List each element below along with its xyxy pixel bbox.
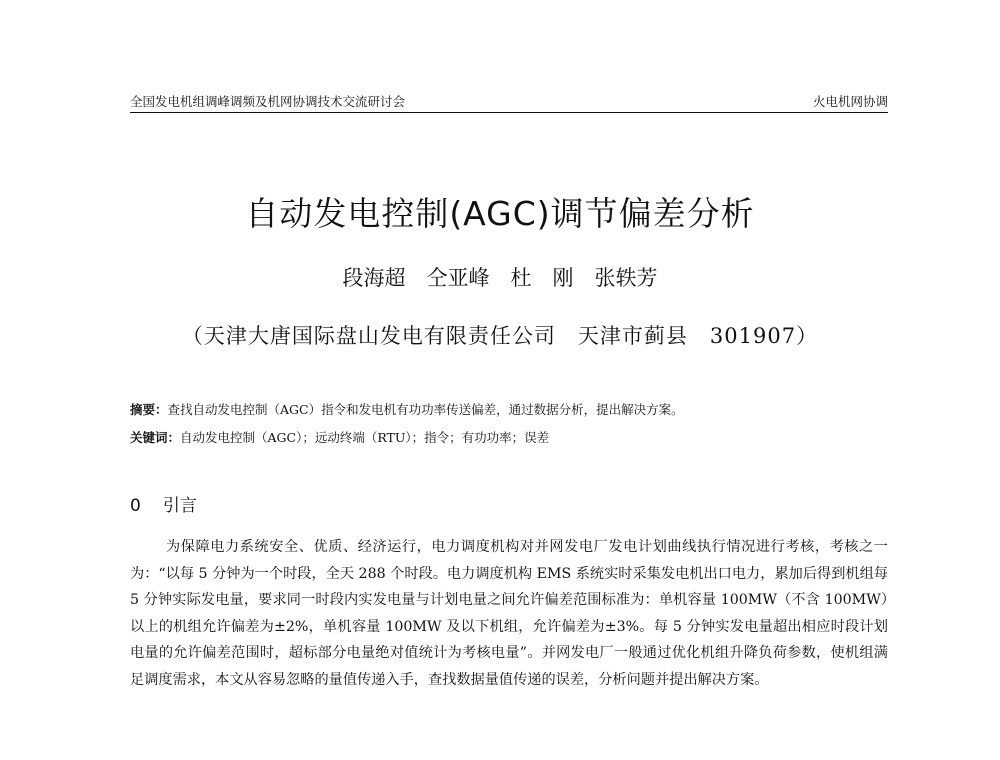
abstract-label: 摘要：: [130, 402, 168, 417]
keywords-label: 关键词：: [130, 430, 181, 445]
header-conference-name: 全国发电机组调峰调频及机网协调技术交流研讨会: [130, 94, 406, 109]
paper-title: 自动发电控制(AGC)调节偏差分析: [245, 194, 755, 233]
running-header: [130, 90, 888, 113]
abstract-text: 查找自动发电控制（AGC）指令和发电机有功功率传送偏差，通过数据分析，提出解决方案。: [167, 402, 684, 417]
keywords: [130, 428, 888, 446]
header-section-name: 火电机网协调: [812, 94, 888, 109]
keywords-text: 自动发电控制（AGC）；远动终端（RTU）；指令；有功功率；误差: [180, 430, 550, 445]
section-heading: [130, 491, 197, 516]
affiliation: （天津大唐国际盘山发电有限责任公司 天津市蓟县 301907）: [181, 324, 819, 348]
body-paragraph: 为保障电力系统安全、优质、经济运行，电力调度机构对并网发电厂发电计划曲线执行情况进行考核，考核之一为：“以每 5 分钟为一个时段，全天 288 个时段。电力调度机构 EMS 系统实时采集发电机出口电力，累加后得到机组每 5 分钟实际发电量，要求同一时段内实发电量与计划电量之间允许偏差范围标准为：单机容量 100MW（不含 100MW）以上的机组允许偏差为±2%，单机容量 100MW 及以下机组，允许偏差为±3%。每 5 分钟实发电量超出相应时段计划电量的允许偏差范围时，超标部分电量绝对值统计为考核电量”。并网发电厂一般通过优化机组升降负荷参数，使机组满足调度需求，本文从容易忽略的量值传递入手，查找数据量值传递的误差，分析问题并提出解决方案。: [130, 539, 888, 688]
abstract: [130, 400, 888, 418]
authors: 段海超 仝亚峰 杜 刚 张轶芳: [342, 266, 658, 290]
section-title: 引言: [162, 496, 197, 516]
section-number: 0: [130, 496, 141, 516]
